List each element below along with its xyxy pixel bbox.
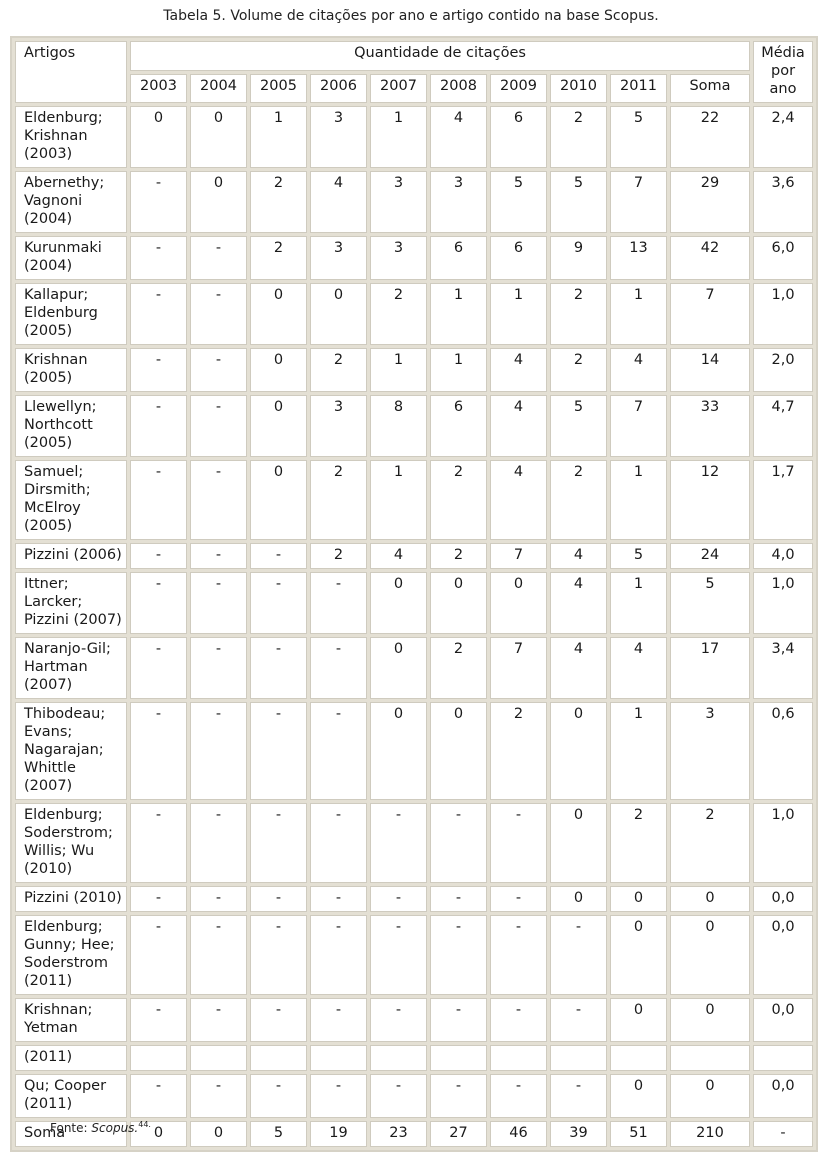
header-year: 2004 — [190, 74, 247, 104]
citation-cell: - — [190, 572, 247, 634]
soma-cell — [670, 1045, 750, 1071]
table-row — [15, 1074, 813, 1118]
citation-cell: 3 — [430, 171, 487, 233]
citation-cell: 39 — [550, 1121, 607, 1147]
table-row — [15, 702, 813, 800]
citation-cell: 4 — [310, 171, 367, 233]
citation-cell: 2 — [550, 106, 607, 168]
header-year: 2010 — [550, 74, 607, 104]
header-year: 2008 — [430, 74, 487, 104]
citation-cell: 6 — [430, 236, 487, 280]
source-ref: 44. — [138, 1120, 151, 1129]
header-year: 2006 — [310, 74, 367, 104]
citation-cell: 0 — [370, 572, 427, 634]
soma-cell: 14 — [670, 348, 750, 392]
citation-cell: 13 — [610, 236, 667, 280]
citation-cell: - — [130, 803, 187, 883]
media-cell: 0,0 — [753, 998, 813, 1042]
article-name: (2011) — [15, 1045, 127, 1071]
citation-cell: - — [250, 915, 307, 995]
citation-cell — [610, 1045, 667, 1071]
citations-table — [10, 36, 818, 1152]
citation-cell: 23 — [370, 1121, 427, 1147]
citation-cell: 1 — [490, 283, 547, 345]
citation-cell: - — [130, 283, 187, 345]
article-name: Kallapur; Eldenburg (2005) — [15, 283, 127, 345]
citation-cell: - — [130, 998, 187, 1042]
article-name: Eldenburg; Gunny; Hee; Soderstrom (2011) — [15, 915, 127, 995]
article-name: Samuel; Dirsmith; McElroy (2005) — [15, 460, 127, 540]
citation-cell: 5 — [490, 171, 547, 233]
table-row — [15, 236, 813, 280]
citation-cell: - — [310, 915, 367, 995]
header-soma: Soma — [670, 74, 750, 104]
table-caption: Tabela 5. Volume de citações por ano e artigo contido na base Scopus. — [163, 8, 659, 24]
citation-cell: 0 — [250, 283, 307, 345]
citation-cell — [370, 1045, 427, 1071]
table-row — [15, 106, 813, 168]
citation-cell: 1 — [610, 702, 667, 800]
soma-cell: 7 — [670, 283, 750, 345]
article-name: Eldenburg; Krishnan (2003) — [15, 106, 127, 168]
table-row — [15, 637, 813, 699]
article-name: Krishnan; Yetman — [15, 998, 127, 1042]
citation-cell: - — [250, 803, 307, 883]
citation-cell: 4 — [490, 348, 547, 392]
citation-cell: 3 — [310, 236, 367, 280]
citation-cell: - — [190, 702, 247, 800]
citation-cell: - — [190, 637, 247, 699]
table-row — [15, 348, 813, 392]
citation-cell: - — [370, 915, 427, 995]
citation-cell: - — [190, 236, 247, 280]
citation-cell: - — [370, 886, 427, 912]
citation-cell: - — [430, 803, 487, 883]
citation-cell: - — [190, 395, 247, 457]
article-name: Soma — [15, 1121, 127, 1147]
article-name: Naranjo-Gil; Hartman (2007) — [15, 637, 127, 699]
soma-cell: 17 — [670, 637, 750, 699]
citation-cell: 5 — [250, 1121, 307, 1147]
citation-cell: - — [190, 998, 247, 1042]
citation-cell: 1 — [430, 283, 487, 345]
citation-cell: 2 — [550, 283, 607, 345]
citation-cell: - — [130, 702, 187, 800]
citation-cell: - — [250, 886, 307, 912]
citation-cell: - — [430, 1074, 487, 1118]
header-year: 2005 — [250, 74, 307, 104]
citation-cell: 0 — [190, 106, 247, 168]
media-cell: 3,4 — [753, 637, 813, 699]
citation-cell: 4 — [430, 106, 487, 168]
article-name: Krishnan (2005) — [15, 348, 127, 392]
citation-cell: 6 — [430, 395, 487, 457]
citation-cell: - — [250, 998, 307, 1042]
citation-cell — [250, 1045, 307, 1071]
citation-cell: 0 — [190, 1121, 247, 1147]
media-cell: 1,0 — [753, 572, 813, 634]
table-row — [15, 572, 813, 634]
citation-cell: 0 — [430, 702, 487, 800]
citation-cell: - — [310, 886, 367, 912]
citation-cell: 5 — [610, 106, 667, 168]
soma-cell: 33 — [670, 395, 750, 457]
table-row — [15, 171, 813, 233]
citation-cell: - — [490, 915, 547, 995]
citation-cell: - — [130, 348, 187, 392]
citation-cell: - — [250, 572, 307, 634]
citation-cell: - — [310, 998, 367, 1042]
header-media: Média por ano — [753, 41, 813, 103]
citation-cell — [310, 1045, 367, 1071]
header-year: 2011 — [610, 74, 667, 104]
citation-cell: - — [310, 637, 367, 699]
citation-cell: - — [490, 886, 547, 912]
media-cell: 0,6 — [753, 702, 813, 800]
citation-cell: - — [250, 1074, 307, 1118]
citation-cell: 5 — [610, 543, 667, 569]
soma-cell: 0 — [670, 915, 750, 995]
media-cell: 1,7 — [753, 460, 813, 540]
citation-cell: 0 — [550, 803, 607, 883]
citation-cell: 2 — [610, 803, 667, 883]
citation-cell: 0 — [250, 395, 307, 457]
header-artigos: Artigos — [15, 41, 127, 103]
citation-cell: 4 — [550, 543, 607, 569]
citation-cell: 0 — [610, 886, 667, 912]
citation-cell: - — [130, 395, 187, 457]
citation-cell: - — [130, 915, 187, 995]
table-row — [15, 998, 813, 1042]
citation-cell: 1 — [370, 106, 427, 168]
citation-cell: - — [550, 998, 607, 1042]
article-name: Pizzini (2006) — [15, 543, 127, 569]
citation-cell: - — [130, 543, 187, 569]
citation-cell: 1 — [250, 106, 307, 168]
article-name: Ittner; Larcker; Pizzini (2007) — [15, 572, 127, 634]
citation-cell: 5 — [550, 395, 607, 457]
citation-cell: - — [550, 915, 607, 995]
citation-cell: - — [130, 460, 187, 540]
soma-cell: 29 — [670, 171, 750, 233]
citation-cell: 1 — [610, 460, 667, 540]
article-name: Qu; Cooper (2011) — [15, 1074, 127, 1118]
citation-cell: - — [370, 998, 427, 1042]
citation-cell: 19 — [310, 1121, 367, 1147]
soma-cell: 24 — [670, 543, 750, 569]
citation-cell: - — [190, 1074, 247, 1118]
citation-cell: 2 — [490, 702, 547, 800]
media-cell: 3,6 — [753, 171, 813, 233]
citation-cell: 0 — [370, 702, 427, 800]
citation-cell: - — [130, 1074, 187, 1118]
citation-cell: 0 — [550, 702, 607, 800]
citation-cell: - — [430, 915, 487, 995]
citation-cell: - — [370, 1074, 427, 1118]
citation-cell: - — [190, 803, 247, 883]
citation-cell: 0 — [610, 1074, 667, 1118]
soma-cell: 5 — [670, 572, 750, 634]
citation-cell — [190, 1045, 247, 1071]
media-cell: 0,0 — [753, 915, 813, 995]
citation-cell: - — [310, 1074, 367, 1118]
citation-cell: 0 — [130, 106, 187, 168]
citation-cell: 0 — [190, 171, 247, 233]
citation-cell: 0 — [250, 460, 307, 540]
article-name: Thibodeau; Evans; Nagarajan; Whittle (2007) — [15, 702, 127, 800]
article-name: Pizzini (2010) — [15, 886, 127, 912]
citation-cell: 4 — [370, 543, 427, 569]
citation-cell: - — [130, 236, 187, 280]
citation-cell: 0 — [310, 283, 367, 345]
soma-cell: 22 — [670, 106, 750, 168]
citation-cell: 7 — [490, 637, 547, 699]
citation-cell: 1 — [610, 572, 667, 634]
citation-cell: 2 — [310, 348, 367, 392]
media-cell: 2,0 — [753, 348, 813, 392]
citation-cell: 51 — [610, 1121, 667, 1147]
citation-cell: 3 — [370, 236, 427, 280]
source-note — [50, 1120, 151, 1135]
media-cell: 1,0 — [753, 283, 813, 345]
citation-cell: - — [250, 637, 307, 699]
citation-cell: - — [190, 283, 247, 345]
citation-cell: 2 — [250, 171, 307, 233]
citation-cell: 7 — [610, 395, 667, 457]
citation-cell: - — [190, 915, 247, 995]
citation-cell: - — [190, 543, 247, 569]
article-name: Eldenburg; Soderstrom; Willis; Wu (2010) — [15, 803, 127, 883]
citation-cell: 7 — [490, 543, 547, 569]
citation-cell: 0 — [250, 348, 307, 392]
citation-cell: 3 — [310, 395, 367, 457]
citation-cell: 2 — [250, 236, 307, 280]
citation-cell: 6 — [490, 236, 547, 280]
citation-cell: 2 — [310, 460, 367, 540]
citation-cell: 1 — [370, 348, 427, 392]
citation-cell — [490, 1045, 547, 1071]
table-row — [15, 543, 813, 569]
citation-cell: - — [190, 348, 247, 392]
media-cell: 0,0 — [753, 1074, 813, 1118]
header-year: 2007 — [370, 74, 427, 104]
citation-cell: 4 — [490, 395, 547, 457]
article-name: Llewellyn; Northcott (2005) — [15, 395, 127, 457]
citation-cell: 5 — [550, 171, 607, 233]
soma-cell: 42 — [670, 236, 750, 280]
citation-cell: 46 — [490, 1121, 547, 1147]
media-cell: 2,4 — [753, 106, 813, 168]
citation-cell: 1 — [430, 348, 487, 392]
citation-cell: 2 — [550, 348, 607, 392]
citation-cell: 2 — [430, 543, 487, 569]
citation-cell: 9 — [550, 236, 607, 280]
soma-cell: 0 — [670, 998, 750, 1042]
table-row — [15, 915, 813, 995]
citation-cell: 4 — [610, 348, 667, 392]
citation-cell: 3 — [370, 171, 427, 233]
citation-cell: - — [550, 1074, 607, 1118]
media-cell: 4,0 — [753, 543, 813, 569]
citation-cell: 0 — [610, 915, 667, 995]
citation-cell — [550, 1045, 607, 1071]
citation-cell: - — [430, 998, 487, 1042]
citation-cell: 4 — [550, 572, 607, 634]
citation-cell: - — [310, 803, 367, 883]
citation-cell: 1 — [610, 283, 667, 345]
table-row — [15, 395, 813, 457]
citation-cell: 0 — [490, 572, 547, 634]
media-cell: 4,7 — [753, 395, 813, 457]
citation-cell — [130, 1045, 187, 1071]
article-name: Kurunmaki (2004) — [15, 236, 127, 280]
soma-cell: 2 — [670, 803, 750, 883]
citation-cell: 1 — [370, 460, 427, 540]
citation-cell: - — [130, 637, 187, 699]
table-row — [15, 460, 813, 540]
citation-cell: 4 — [610, 637, 667, 699]
citation-cell: - — [130, 171, 187, 233]
citation-cell: - — [190, 460, 247, 540]
header-quantidade: Quantidade de citações — [130, 41, 750, 71]
citation-cell: 0 — [610, 998, 667, 1042]
source-name: Scopus. — [91, 1121, 139, 1135]
media-cell: 0,0 — [753, 886, 813, 912]
citation-cell: 4 — [550, 637, 607, 699]
citation-cell: - — [370, 803, 427, 883]
table-row — [15, 1045, 813, 1071]
table-row — [15, 803, 813, 883]
citation-cell: - — [130, 572, 187, 634]
media-cell: 1,0 — [753, 803, 813, 883]
soma-cell: 3 — [670, 702, 750, 800]
citation-cell: 0 — [550, 886, 607, 912]
citation-cell: - — [490, 803, 547, 883]
table-row — [15, 283, 813, 345]
citation-cell: - — [430, 886, 487, 912]
article-name: Abernethy; Vagnoni (2004) — [15, 171, 127, 233]
citation-cell: - — [490, 998, 547, 1042]
citation-cell: 3 — [310, 106, 367, 168]
citation-cell: 4 — [490, 460, 547, 540]
citation-cell: 2 — [310, 543, 367, 569]
citation-cell: 8 — [370, 395, 427, 457]
citation-cell: - — [310, 702, 367, 800]
media-cell: - — [753, 1121, 813, 1147]
citation-cell: - — [490, 1074, 547, 1118]
soma-cell: 0 — [670, 1074, 750, 1118]
soma-cell: 12 — [670, 460, 750, 540]
table-body — [15, 106, 813, 1147]
media-cell: 6,0 — [753, 236, 813, 280]
citation-cell: - — [250, 702, 307, 800]
citation-cell: 0 — [430, 572, 487, 634]
header-year: 2009 — [490, 74, 547, 104]
soma-cell: 0 — [670, 886, 750, 912]
soma-cell: 210 — [670, 1121, 750, 1147]
citation-cell — [430, 1045, 487, 1071]
citation-cell: 27 — [430, 1121, 487, 1147]
citation-cell: 0 — [370, 637, 427, 699]
table-row — [15, 886, 813, 912]
citation-cell: 2 — [430, 637, 487, 699]
citation-cell: 6 — [490, 106, 547, 168]
citation-cell: - — [190, 886, 247, 912]
citation-cell: 2 — [370, 283, 427, 345]
header-year: 2003 — [130, 74, 187, 104]
media-cell — [753, 1045, 813, 1071]
citation-cell: - — [250, 543, 307, 569]
citation-cell: 7 — [610, 171, 667, 233]
citation-cell: 2 — [430, 460, 487, 540]
citation-cell: - — [310, 572, 367, 634]
citation-cell: 0 — [130, 1121, 187, 1147]
source-label: Fonte: — [50, 1121, 88, 1135]
citation-cell: 2 — [550, 460, 607, 540]
citation-cell: - — [130, 886, 187, 912]
